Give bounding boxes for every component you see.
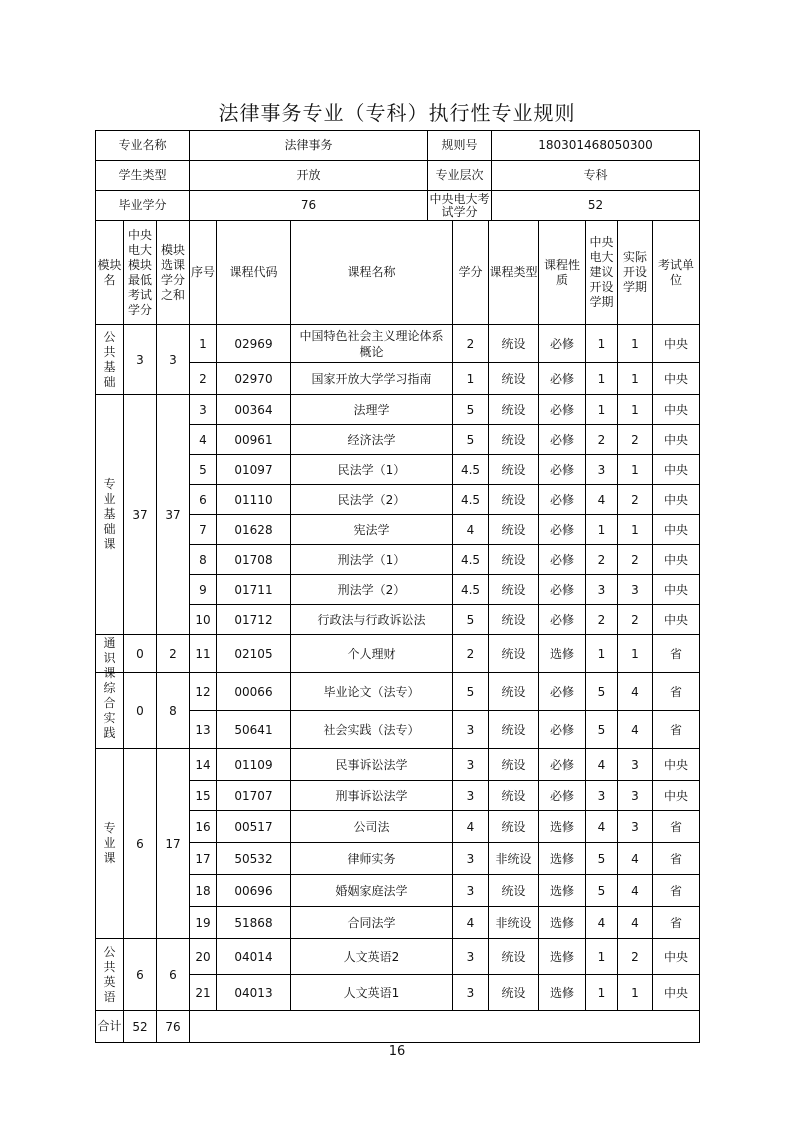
row-suggest-term: 2 [586,425,618,455]
row-credit: 5 [453,425,489,455]
row-actual-term: 2 [618,605,653,635]
row-suggest-term: 1 [586,975,618,1011]
row-nature: 选修 [539,843,586,875]
row-credit: 3 [453,781,489,811]
module-name [96,749,124,939]
central-exam-label: 中央电大考试学分 [429,191,490,219]
row-nature: 必修 [539,485,586,515]
row-code: 01097 [217,455,291,485]
row-type: 非统设 [489,843,539,875]
row-actual-term: 4 [618,907,653,939]
module-name-text: 通识课 [103,635,116,680]
row-course-name: 刑事诉讼法学 [291,781,453,811]
row-credit: 3 [453,749,489,781]
row-suggest-term: 5 [586,843,618,875]
row-type: 统设 [489,605,539,635]
row-suggest-term: 5 [586,875,618,907]
header-module: 模块名 [96,221,124,325]
row-exam-unit: 中央 [653,605,700,635]
info-table [95,130,700,221]
total-row [96,1011,700,1043]
row-suggest-term: 4 [586,811,618,843]
row-credit: 4 [453,811,489,843]
row-seq: 13 [190,711,217,749]
row-suggest-term: 2 [586,545,618,575]
row-credit: 4 [453,515,489,545]
row-code: 51868 [217,907,291,939]
row-credit: 2 [453,635,489,673]
row-credit: 5 [453,605,489,635]
row-type: 统设 [489,635,539,673]
row-exam-unit: 中央 [653,545,700,575]
module-name [96,939,124,1011]
row-course-name: 宪法学 [291,515,453,545]
row-suggest-term: 1 [586,363,618,395]
module-name-text: 专业课 [103,821,116,865]
rule-no-label: 规则号 [428,131,492,161]
course-table [95,220,700,1043]
row-exam-unit: 中央 [653,363,700,395]
row-code: 01109 [217,749,291,781]
total-min-credit: 52 [124,1011,157,1043]
row-type: 统设 [489,515,539,545]
page-number: 16 [388,1044,406,1059]
row-seq: 3 [190,395,217,425]
major-name-label: 专业名称 [96,131,190,161]
row-seq: 16 [190,811,217,843]
row-nature: 必修 [539,363,586,395]
grad-credit-label: 毕业学分 [96,191,190,221]
row-exam-unit: 省 [653,811,700,843]
row-exam-unit: 中央 [653,975,700,1011]
table-row [96,325,700,363]
row-course-name: 毕业论文（法专） [291,673,453,711]
row-exam-unit: 中央 [653,455,700,485]
row-seq: 9 [190,575,217,605]
row-type: 统设 [489,485,539,515]
student-type-value: 开放 [190,161,428,191]
module-name [96,395,124,635]
row-course-name: 合同法学 [291,907,453,939]
header-credit: 学分 [453,221,489,325]
level-label: 专业层次 [428,161,492,191]
row-actual-term: 1 [618,635,653,673]
total-label: 合计 [96,1011,124,1043]
row-seq: 5 [190,455,217,485]
total-module-sum: 76 [157,1011,190,1043]
row-seq: 2 [190,363,217,395]
row-code: 01707 [217,781,291,811]
module-min-credit: 0 [124,635,157,673]
row-suggest-term: 3 [586,455,618,485]
row-type: 统设 [489,673,539,711]
row-course-name: 刑法学（1） [291,545,453,575]
module-min-credit: 37 [124,395,157,635]
row-seq: 11 [190,635,217,673]
row-code: 02105 [217,635,291,673]
row-course-name: 人文英语1 [291,975,453,1011]
row-code: 00066 [217,673,291,711]
row-code: 02970 [217,363,291,395]
row-exam-unit: 中央 [653,575,700,605]
row-code: 00696 [217,875,291,907]
row-credit: 4.5 [453,575,489,605]
student-type-label: 学生类型 [96,161,190,191]
row-actual-term: 3 [618,781,653,811]
row-nature: 必修 [539,749,586,781]
row-credit: 5 [453,395,489,425]
table-row [96,673,700,711]
row-seq: 20 [190,939,217,975]
module-name-text: 专业基础课 [103,477,116,551]
total-empty [190,1011,700,1043]
row-credit: 4 [453,907,489,939]
row-credit: 3 [453,975,489,1011]
row-course-name: 婚姻家庭法学 [291,875,453,907]
row-course-name: 刑法学（2） [291,575,453,605]
row-nature: 必修 [539,545,586,575]
row-credit: 3 [453,939,489,975]
module-credit-sum: 6 [157,939,190,1011]
row-exam-unit: 中央 [653,515,700,545]
row-code: 01712 [217,605,291,635]
module-min-credit: 0 [124,673,157,749]
header-code: 课程代码 [217,221,291,325]
row-actual-term: 3 [618,749,653,781]
row-code: 00517 [217,811,291,843]
table-row [96,939,700,975]
row-course-name: 经济法学 [291,425,453,455]
row-actual-term: 1 [618,515,653,545]
module-min-credit: 6 [124,749,157,939]
row-nature: 必修 [539,575,586,605]
module-name [96,635,124,680]
row-code: 50641 [217,711,291,749]
row-suggest-term: 5 [586,711,618,749]
row-seq: 12 [190,673,217,711]
module-name-text: 综合实践 [103,680,116,740]
module-name-text: 公共英语 [103,944,116,1004]
row-type: 统设 [489,811,539,843]
header-module-sum: 模块选课学分之和 [157,221,190,325]
row-suggest-term: 4 [586,907,618,939]
module-min-credit: 6 [124,939,157,1011]
row-course-name: 国家开放大学学习指南 [291,363,453,395]
row-course-name: 行政法与行政诉讼法 [291,605,453,635]
row-nature: 选修 [539,939,586,975]
row-type: 统设 [489,975,539,1011]
central-exam-value: 52 [492,191,700,221]
page-title: 法律事务专业（专科）执行性专业规则 [218,101,576,125]
row-exam-unit: 中央 [653,425,700,455]
row-nature: 选修 [539,907,586,939]
module-name [96,673,124,749]
table-row [96,395,700,425]
row-type: 统设 [489,545,539,575]
module-credit-sum: 17 [157,749,190,939]
row-type: 统设 [489,363,539,395]
row-suggest-term: 4 [586,749,618,781]
row-suggest-term: 5 [586,673,618,711]
row-type: 统设 [489,939,539,975]
row-type: 统设 [489,455,539,485]
row-nature: 必修 [539,781,586,811]
header-nature: 课程性质 [539,221,586,325]
row-actual-term: 1 [618,455,653,485]
row-credit: 5 [453,673,489,711]
row-suggest-term: 2 [586,605,618,635]
header-exam-unit: 考试单位 [653,221,700,325]
row-seq: 18 [190,875,217,907]
grad-credit-value: 76 [190,191,428,221]
row-seq: 4 [190,425,217,455]
row-course-name: 公司法 [291,811,453,843]
row-type: 统设 [489,575,539,605]
row-suggest-term: 1 [586,325,618,363]
row-exam-unit: 中央 [653,781,700,811]
row-actual-term: 2 [618,425,653,455]
module-credit-sum: 8 [157,673,190,749]
row-type: 非统设 [489,907,539,939]
row-actual-term: 1 [618,395,653,425]
row-nature: 选修 [539,811,586,843]
module-credit-sum: 37 [157,395,190,635]
table-row [96,749,700,781]
row-actual-term: 1 [618,363,653,395]
row-nature: 选修 [539,635,586,673]
row-seq: 8 [190,545,217,575]
row-seq: 17 [190,843,217,875]
row-nature: 必修 [539,515,586,545]
row-type: 统设 [489,749,539,781]
row-code: 01110 [217,485,291,515]
row-course-name: 人文英语2 [291,939,453,975]
major-name-value: 法律事务 [190,131,428,161]
header-row [96,221,700,325]
row-seq: 14 [190,749,217,781]
module-credit-sum: 3 [157,325,190,395]
row-credit: 1 [453,363,489,395]
header-type: 课程类型 [489,221,539,325]
row-suggest-term: 1 [586,515,618,545]
row-suggest-term: 4 [586,485,618,515]
module-name [96,325,124,395]
row-seq: 10 [190,605,217,635]
row-code: 04014 [217,939,291,975]
module-credit-sum: 2 [157,635,190,673]
row-seq: 15 [190,781,217,811]
row-type: 统设 [489,425,539,455]
row-type: 统设 [489,325,539,363]
row-exam-unit: 省 [653,875,700,907]
row-exam-unit: 中央 [653,749,700,781]
rule-no-value: 180301468050300 [492,131,700,161]
row-actual-term: 1 [618,975,653,1011]
row-nature: 必修 [539,605,586,635]
row-nature: 必修 [539,455,586,485]
row-exam-unit: 省 [653,635,700,673]
row-nature: 必修 [539,711,586,749]
row-actual-term: 4 [618,673,653,711]
row-seq: 19 [190,907,217,939]
row-suggest-term: 1 [586,635,618,673]
row-nature: 必修 [539,673,586,711]
row-actual-term: 2 [618,485,653,515]
row-actual-term: 1 [618,325,653,363]
row-suggest-term: 1 [586,395,618,425]
row-course-name: 社会实践（法专） [291,711,453,749]
row-actual-term: 2 [618,939,653,975]
row-type: 统设 [489,875,539,907]
row-exam-unit: 省 [653,907,700,939]
row-actual-term: 2 [618,545,653,575]
row-nature: 选修 [539,975,586,1011]
row-seq: 7 [190,515,217,545]
header-actual-term: 实际开设学期 [618,221,653,325]
row-exam-unit: 省 [653,673,700,711]
row-actual-term: 3 [618,811,653,843]
module-min-credit: 3 [124,325,157,395]
module-name-text: 公共基础 [103,329,116,389]
row-course-name: 民法学（2） [291,485,453,515]
row-code: 01708 [217,545,291,575]
row-code: 01628 [217,515,291,545]
row-nature: 选修 [539,875,586,907]
row-exam-unit: 中央 [653,325,700,363]
row-code: 02969 [217,325,291,363]
row-suggest-term: 3 [586,575,618,605]
row-seq: 1 [190,325,217,363]
row-type: 统设 [489,781,539,811]
row-exam-unit: 中央 [653,395,700,425]
row-credit: 3 [453,843,489,875]
row-actual-term: 4 [618,843,653,875]
header-name: 课程名称 [291,221,453,325]
header-suggest-term: 中央电大建议开设学期 [586,221,618,325]
row-course-name: 法理学 [291,395,453,425]
row-type: 统设 [489,711,539,749]
row-credit: 4.5 [453,455,489,485]
row-credit: 3 [453,875,489,907]
row-suggest-term: 3 [586,781,618,811]
row-nature: 必修 [539,425,586,455]
row-exam-unit: 中央 [653,939,700,975]
row-code: 04013 [217,975,291,1011]
row-type: 统设 [489,395,539,425]
row-actual-term: 4 [618,875,653,907]
row-course-name: 个人理财 [291,635,453,673]
row-suggest-term: 1 [586,939,618,975]
row-exam-unit: 省 [653,843,700,875]
row-credit: 4.5 [453,545,489,575]
row-code: 01711 [217,575,291,605]
row-course-name: 民法学（1） [291,455,453,485]
row-exam-unit: 中央 [653,485,700,515]
row-code: 50532 [217,843,291,875]
row-credit: 3 [453,711,489,749]
row-course-name: 中国特色社会主义理论体系概论 [291,325,453,363]
row-actual-term: 4 [618,711,653,749]
table-row [96,635,700,673]
row-code: 00961 [217,425,291,455]
row-nature: 必修 [539,395,586,425]
row-credit: 2 [453,325,489,363]
row-course-name: 律师实务 [291,843,453,875]
row-seq: 6 [190,485,217,515]
row-code: 00364 [217,395,291,425]
header-min-credit: 中央电大模块最低考试学分 [124,221,157,325]
row-actual-term: 3 [618,575,653,605]
level-value: 专科 [492,161,700,191]
row-exam-unit: 省 [653,711,700,749]
row-seq: 21 [190,975,217,1011]
row-nature: 必修 [539,325,586,363]
header-seq: 序号 [190,221,217,325]
row-course-name: 民事诉讼法学 [291,749,453,781]
row-credit: 4.5 [453,485,489,515]
